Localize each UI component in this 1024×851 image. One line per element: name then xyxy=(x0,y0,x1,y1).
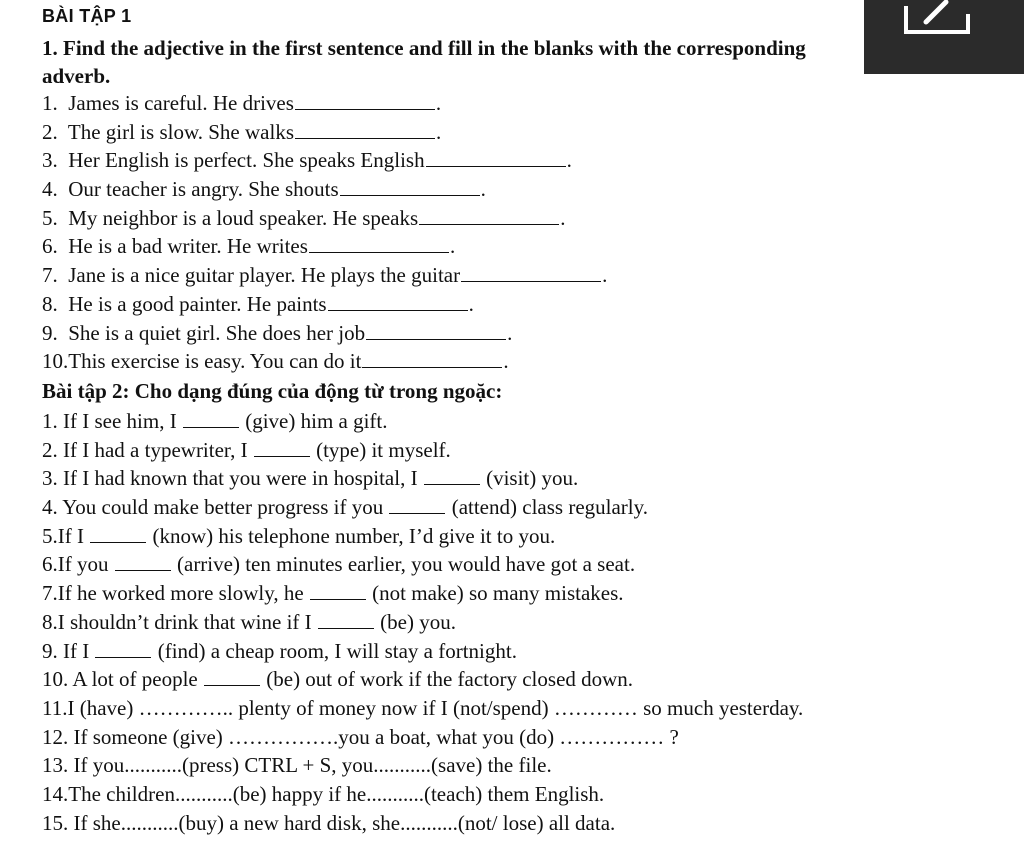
list-item: 11.I (have) ………….. plenty of money now if I (not/spend) ………… so much yesterday. xyxy=(42,695,804,720)
list-item: 8. He is a good painter. He paints . xyxy=(42,291,474,316)
answer-blank[interactable] xyxy=(204,667,260,686)
answer-blank[interactable] xyxy=(366,321,506,340)
exercise1-instruction-line2: adverb. xyxy=(42,64,111,88)
list-item: 10.This exercise is easy. You can do it . xyxy=(42,349,509,374)
answer-blank[interactable] xyxy=(295,91,435,110)
list-item: 4. Our teacher is angry. She shouts . xyxy=(42,177,486,202)
exercise1-instruction xyxy=(42,34,1002,90)
edit-icon xyxy=(904,0,984,40)
answer-blank[interactable] xyxy=(115,552,171,571)
worksheet-heading: BÀI TẬP 1 xyxy=(42,6,132,26)
exercise1-list xyxy=(42,89,1022,376)
answer-blank[interactable] xyxy=(362,349,502,368)
list-item: 7.If he worked more slowly, he (not make) so many mistakes. xyxy=(42,581,624,606)
list-item: 3. If I had known that you were in hospital, I (visit) you. xyxy=(42,466,579,491)
list-item: 14.The children...........(be) happy if he...........(teach) them English. xyxy=(42,781,605,806)
list-item: 12. If someone (give) …………….you a boat, what you (do) …………… ? xyxy=(42,724,679,749)
list-item: 5.If I (know) his telephone number, I’d give it to you. xyxy=(42,523,556,548)
answer-blank[interactable] xyxy=(340,177,480,196)
list-item: 4. You could make better progress if you (attend) class regularly. xyxy=(42,495,649,520)
list-item: 6. He is a bad writer. He writes . xyxy=(42,234,456,259)
list-item: 1. If I see him, I (give) him a gift. xyxy=(42,409,388,433)
answer-blank[interactable] xyxy=(254,438,310,457)
exercise1-instruction-line1: 1. Find the adjective in the first sentence and fill in the blanks with the corresponding xyxy=(42,36,806,60)
answer-blank[interactable] xyxy=(426,148,566,167)
answer-blank[interactable] xyxy=(461,263,601,282)
list-item: 8.I shouldn’t drink that wine if I (be) you. xyxy=(42,609,456,634)
exercise2-title: Bài tập 2: Cho dạng đúng của động từ trong ngoặc: xyxy=(42,379,503,403)
answer-blank[interactable] xyxy=(95,639,151,658)
list-item: 9. She is a quiet girl. She does her job . xyxy=(42,320,513,345)
list-item: 13. If you...........(press) CTRL + S, you...........(save) the file. xyxy=(42,753,552,778)
answer-blank[interactable] xyxy=(389,495,445,514)
list-item: 6.If you (arrive) ten minutes earlier, you would have got a seat. xyxy=(42,552,636,577)
answer-blank[interactable] xyxy=(424,466,480,485)
list-item: 7. Jane is a nice guitar player. He plays the guitar . xyxy=(42,263,608,288)
list-item: 2. If I had a typewriter, I (type) it myself. xyxy=(42,437,451,462)
list-item: 10. A lot of people (be) out of work if the factory closed down. xyxy=(42,667,634,692)
list-item: 15. If she...........(buy) a new hard disk, she...........(not/ lose) all data. xyxy=(42,810,616,835)
answer-blank[interactable] xyxy=(183,409,239,428)
list-item: 2. The girl is slow. She walks . xyxy=(42,119,442,144)
answer-blank[interactable] xyxy=(310,581,366,600)
list-item: 9. If I (find) a cheap room, I will stay a fortnight. xyxy=(42,638,517,663)
answer-blank[interactable] xyxy=(90,524,146,543)
exercise2-list xyxy=(42,407,1022,837)
answer-blank[interactable] xyxy=(295,120,435,139)
answer-blank[interactable] xyxy=(318,610,374,629)
edit-button[interactable] xyxy=(864,0,1024,74)
list-item: 3. Her English is perfect. She speaks English . xyxy=(42,148,572,173)
answer-blank[interactable] xyxy=(309,234,449,253)
list-item: 1. James is careful. He drives . xyxy=(42,91,442,115)
answer-blank[interactable] xyxy=(419,206,559,225)
list-item: 5. My neighbor is a loud speaker. He speaks . xyxy=(42,205,566,230)
answer-blank[interactable] xyxy=(328,292,468,311)
